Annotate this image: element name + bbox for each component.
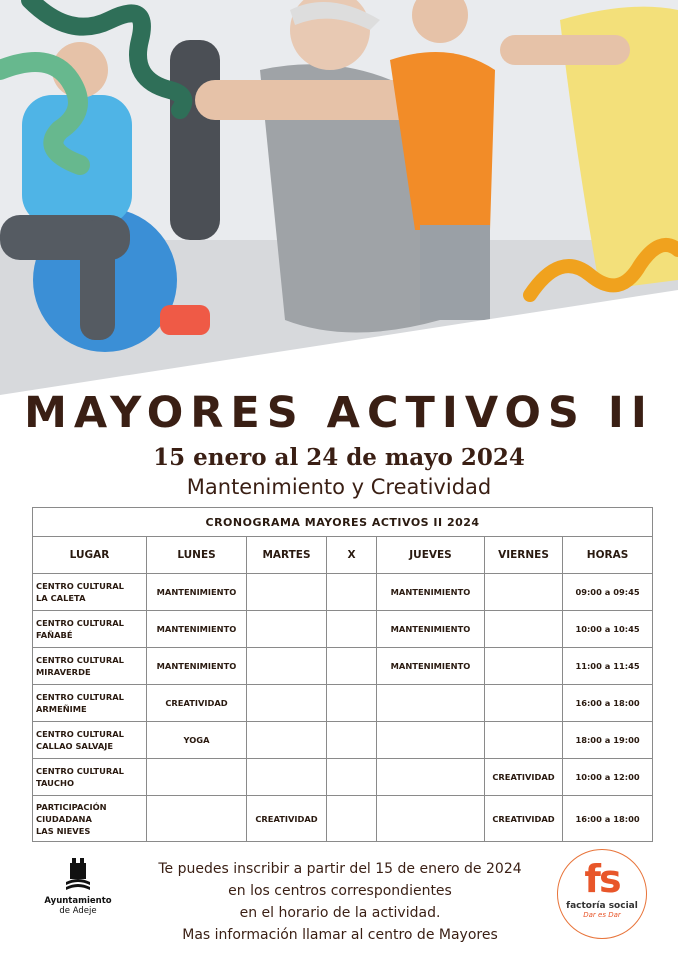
column-header: LUGAR (33, 537, 147, 574)
footer-info (140, 858, 540, 946)
activity-cell (377, 796, 485, 842)
place-line: CENTRO CULTURAL (36, 618, 124, 628)
adeje-logo-line2: de Adeje (59, 906, 97, 916)
activity-cell (327, 574, 377, 611)
activity-cell: CREATIVIDAD (485, 759, 563, 796)
activity-cell (147, 759, 247, 796)
tower-icon (63, 856, 93, 890)
date-range: 15 enero al 24 de mayo 2024 (153, 444, 525, 471)
place-line: CENTRO CULTURAL (36, 729, 124, 739)
fs-logo-name: factoría social (566, 901, 638, 911)
place-line: CENTRO CULTURAL (36, 581, 124, 591)
table-row (33, 685, 653, 722)
footer-line: en el horario de la actividad. (239, 905, 441, 921)
activity-cell (485, 648, 563, 685)
place-cell (33, 611, 147, 648)
activity-cell: CREATIVIDAD (147, 685, 247, 722)
place-line: CENTRO CULTURAL (36, 766, 124, 776)
activity-cell (247, 574, 327, 611)
activity-cell (485, 685, 563, 722)
activity-cell (377, 722, 485, 759)
footer-line: Mas información llamar al centro de Mayores (182, 927, 498, 943)
table-row (33, 611, 653, 648)
fs-logo-tagline: Dar es Dar (583, 911, 621, 919)
activity-cell: MANTENIMIENTO (377, 648, 485, 685)
column-header: X (327, 537, 377, 574)
activity-cell (485, 722, 563, 759)
time-cell: 18:00 a 19:00 (563, 722, 653, 759)
table-row (33, 796, 653, 842)
adeje-logo-line1: Ayuntamiento (44, 896, 112, 906)
activity-cell: MANTENIMIENTO (377, 574, 485, 611)
time-cell: 11:00 a 11:45 (563, 648, 653, 685)
adeje-logo (38, 856, 118, 916)
footer-line: Te puedes inscribir a partir del 15 de enero de 2024 (158, 861, 522, 877)
column-header: VIERNES (485, 537, 563, 574)
activity-cell (377, 685, 485, 722)
activity-cell (247, 759, 327, 796)
place-line: TAUCHO (36, 778, 75, 788)
place-line: PARTICIPACIÓN (36, 801, 107, 812)
hero-illustration (0, 0, 678, 395)
table-header-row (33, 537, 653, 574)
time-cell: 16:00 a 18:00 (563, 796, 653, 842)
place-line: MIRAVERDE (36, 667, 91, 677)
column-header: HORAS (563, 537, 653, 574)
schedule-table (32, 507, 653, 842)
place-line: CALLAO SALVAJE (36, 741, 114, 751)
activity-cell (485, 574, 563, 611)
time-cell: 10:00 a 12:00 (563, 759, 653, 796)
table-row (33, 648, 653, 685)
footer-line: en los centros correspondientes (228, 883, 452, 899)
table-row (33, 722, 653, 759)
activity-cell (247, 685, 327, 722)
place-line: CENTRO CULTURAL (36, 692, 124, 702)
place-cell (33, 722, 147, 759)
activity-cell (327, 611, 377, 648)
time-cell: 09:00 a 09:45 (563, 574, 653, 611)
activity-cell: MANTENIMIENTO (377, 611, 485, 648)
activity-cell (327, 685, 377, 722)
page-title: MAYORES ACTIVOS II (24, 388, 654, 438)
place-line: LAS NIEVES (36, 825, 91, 836)
place-cell (33, 574, 147, 611)
subtitle: Mantenimiento y Creatividad (186, 475, 492, 499)
place-cell (33, 685, 147, 722)
activity-cell (327, 759, 377, 796)
activity-cell (247, 722, 327, 759)
hero-photo (0, 0, 678, 395)
activity-cell (377, 759, 485, 796)
activity-cell (327, 648, 377, 685)
place-cell (33, 648, 147, 685)
place-line: CENTRO CULTURAL (36, 655, 124, 665)
activity-cell: YOGA (147, 722, 247, 759)
activity-cell (247, 648, 327, 685)
activity-cell (327, 796, 377, 842)
place-line: LA CALETA (36, 593, 86, 603)
activity-cell: CREATIVIDAD (485, 796, 563, 842)
table-row (33, 574, 653, 611)
place-line: FAÑABÉ (36, 630, 73, 640)
time-cell: 16:00 a 18:00 (563, 685, 653, 722)
activity-cell (247, 611, 327, 648)
place-cell (33, 759, 147, 796)
factoria-social-logo (557, 849, 647, 939)
table-row (33, 759, 653, 796)
activity-cell: MANTENIMIENTO (147, 611, 247, 648)
column-header: JUEVES (377, 537, 485, 574)
place-line: CIUDADANA (36, 813, 92, 824)
time-cell: 10:00 a 10:45 (563, 611, 653, 648)
activity-cell (485, 611, 563, 648)
fs-logo-mark: fs (584, 857, 620, 901)
activity-cell: MANTENIMIENTO (147, 574, 247, 611)
column-header: LUNES (147, 537, 247, 574)
activity-cell: MANTENIMIENTO (147, 648, 247, 685)
column-header: MARTES (247, 537, 327, 574)
table-caption: CRONOGRAMA MAYORES ACTIVOS II 2024 (33, 508, 653, 537)
activity-cell (327, 722, 377, 759)
activity-cell (147, 796, 247, 842)
activity-cell: CREATIVIDAD (247, 796, 327, 842)
place-line: ARMEÑIME (36, 704, 87, 714)
place-cell (33, 796, 147, 842)
